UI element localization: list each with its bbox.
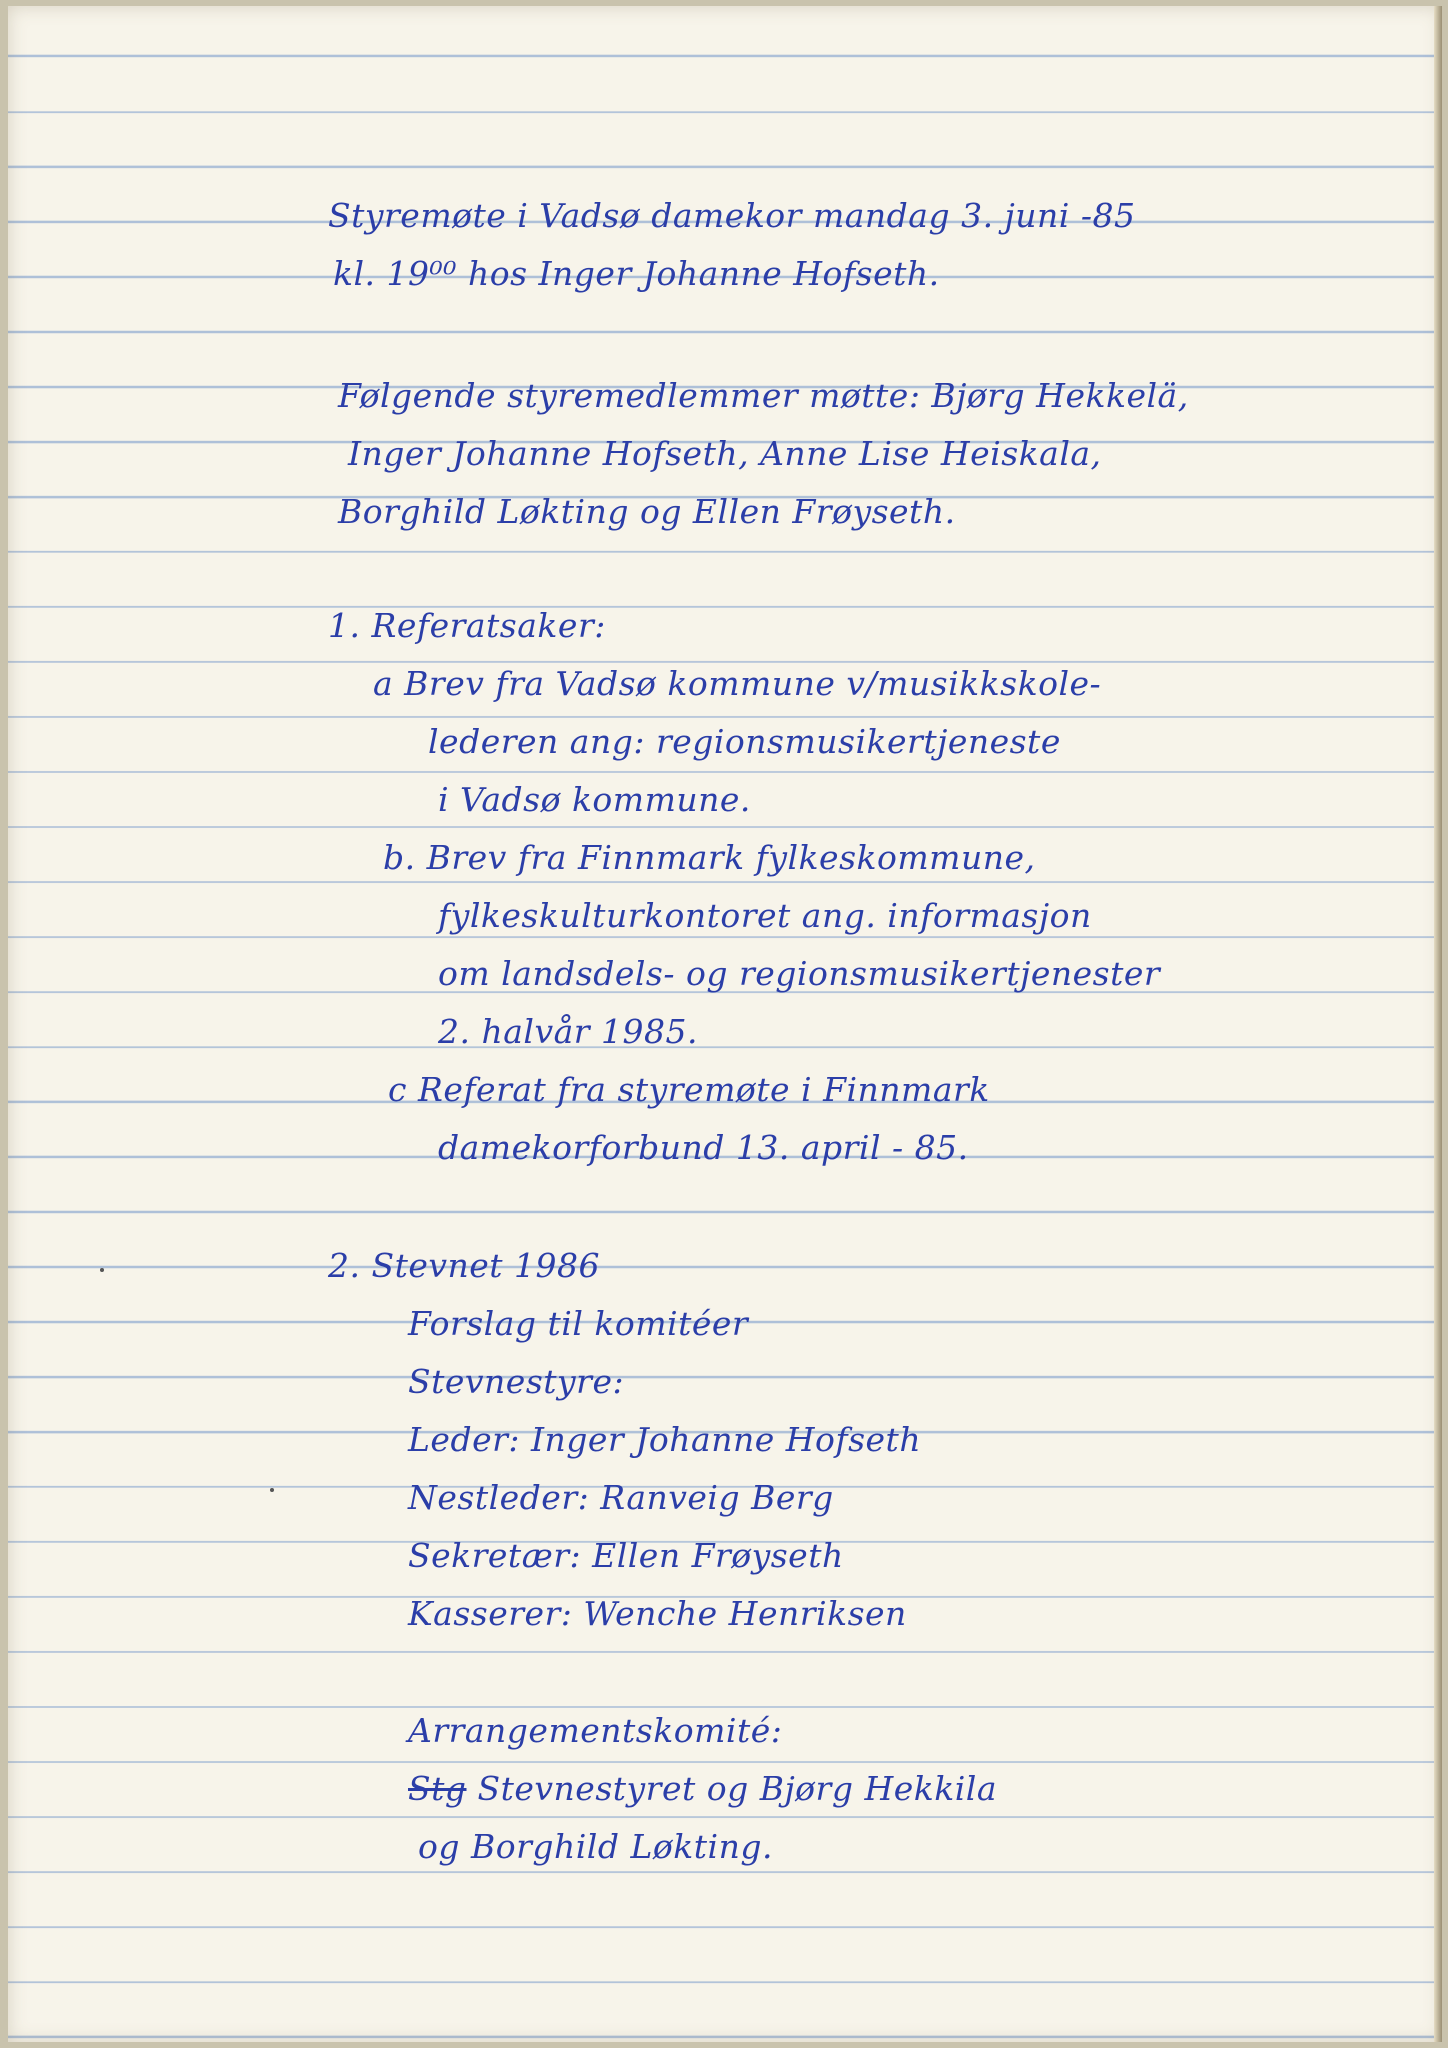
arrangement-committee-title: Arrangementskomité: — [408, 1711, 783, 1750]
struck-word: Stg — [408, 1769, 467, 1808]
item-b-line2: fylkeskulturkontoret ang. informasjon — [438, 896, 1092, 935]
board-secretary: Sekretær: Ellen Frøyseth — [408, 1536, 844, 1575]
notebook-page — [8, 6, 1442, 2042]
committee-members: Stevnestyret og Bjørg Hekkila — [477, 1769, 998, 1808]
item-c-line2: damekorforbund 13. april - 85. — [438, 1128, 969, 1167]
board-leader: Leder: Inger Johanne Hofseth — [408, 1420, 922, 1459]
item-a-line2: lederen ang: regionsmusikertjeneste — [428, 722, 1061, 761]
item-c-line1: c Referat fra styremøte i Finnmark — [388, 1070, 990, 1109]
board-treasurer: Kasserer: Wenche Henriksen — [408, 1594, 907, 1633]
ink-dot — [100, 1268, 104, 1272]
item-b-line3: om landsdels- og regionsmusikertjenester — [438, 954, 1161, 993]
meeting-heading-line1: Styremøte i Vadsø damekor mandag 3. juni -85 — [328, 196, 1136, 235]
item-a-line1: a Brev fra Vadsø kommune v/musikkskole- — [373, 664, 1102, 703]
board-title: Stevnestyre: — [408, 1362, 625, 1401]
item-b-line1: b. Brev fra Finnmark fylkeskommune, — [383, 838, 1036, 877]
attendees-line2: Inger Johanne Hofseth, Anne Lise Heiskala, — [348, 434, 1102, 473]
committee-proposal: Forslag til komitéer — [408, 1304, 749, 1343]
arrangement-committee-line2: og Borghild Løkting. — [418, 1827, 773, 1866]
board-deputy: Nestleder: Ranveig Berg — [408, 1478, 834, 1517]
item-a-line3: i Vadsø kommune. — [438, 780, 751, 819]
attendees-line3: Borghild Løkting og Ellen Frøyseth. — [338, 492, 956, 531]
section1-title: 1. Referatsaker: — [328, 606, 606, 645]
page-edge — [1434, 6, 1442, 2042]
attendees-line1: Følgende styremedlemmer møtte: Bjørg Hekkelä, — [338, 376, 1189, 415]
ink-dot — [270, 1488, 274, 1492]
section2-title: 2. Stevnet 1986 — [328, 1246, 601, 1285]
arrangement-committee-line1 — [408, 1769, 997, 1808]
item-b-line4: 2. halvår 1985. — [438, 1012, 699, 1051]
meeting-heading-line2: kl. 19⁰⁰ hos Inger Johanne Hofseth. — [333, 254, 940, 293]
